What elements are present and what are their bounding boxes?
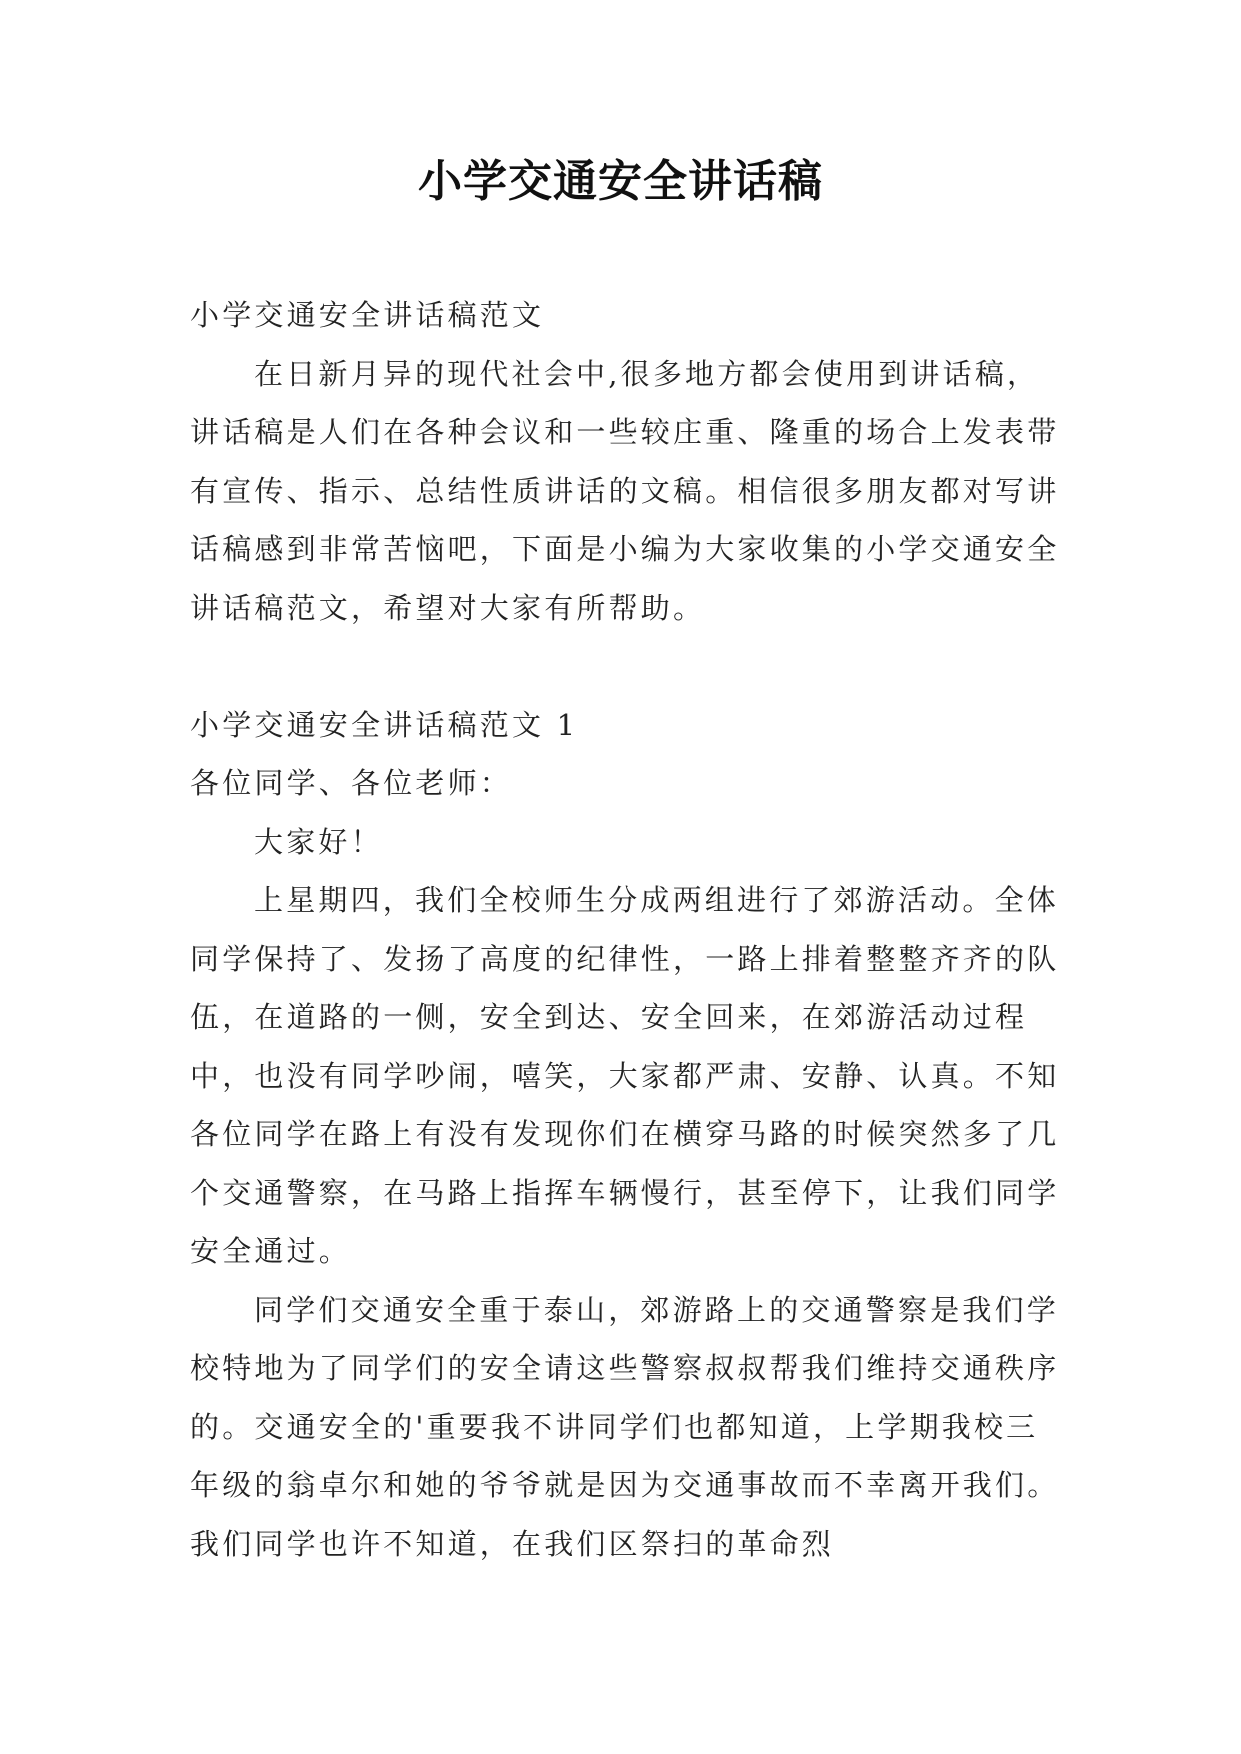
salutation: 各位同学、各位老师： [190, 766, 513, 800]
document-title: 小学交通安全讲话稿 [418, 156, 823, 207]
intro-paragraph: 在日新月异的现代社会中,很多地方都会使用到讲话稿，讲话稿是人们在各种会议和一些较庄重、隆重的场合上发表带有宣传、指示、总结性质讲话的文稿。相信很多朋友都对写讲话稿感到非常苦恼吧，下面是小编为大家收集的小学交通安全讲话稿范文，希望对大家有所帮助。 [190, 356, 1060, 625]
blank-line [190, 637, 1060, 696]
document-body [190, 286, 1060, 1573]
greeting: 大家好！ [254, 824, 383, 859]
body-paragraph: 同学们交通安全重于泰山，郊游路上的交通警察是我们学校特地为了同学们的安全请这些警察叔叔帮我们维持交通秩序的。交通安全的'重要我不讲同学们也都知道，上学期我校三年级的翁卓尔和她的爷爷就是因为交通事故而不幸离开我们。我们同学也许不知道，在我们区祭扫的革命烈 [190, 1292, 1060, 1561]
section-title: 小学交通安全讲话稿范文 1 [190, 707, 579, 742]
body-paragraph: 上星期四，我们全校师生分成两组进行了郊游活动。全体同学保持了、发扬了高度的纪律性，一路上排着整整齐齐的队伍，在道路的一侧，安全到达、安全回来，在郊游活动过程中，也没有同学吵闹，嘻笑，大家都严肃、安静、认真。不知各位同学在路上有没有发现你们在横穿马路的时候突然多了几个交通警察，在马路上指挥车辆慢行，甚至停下，让我们同学安全通过。 [190, 883, 1060, 1268]
document-subtitle: 小学交通安全讲话稿范文 [190, 298, 545, 332]
